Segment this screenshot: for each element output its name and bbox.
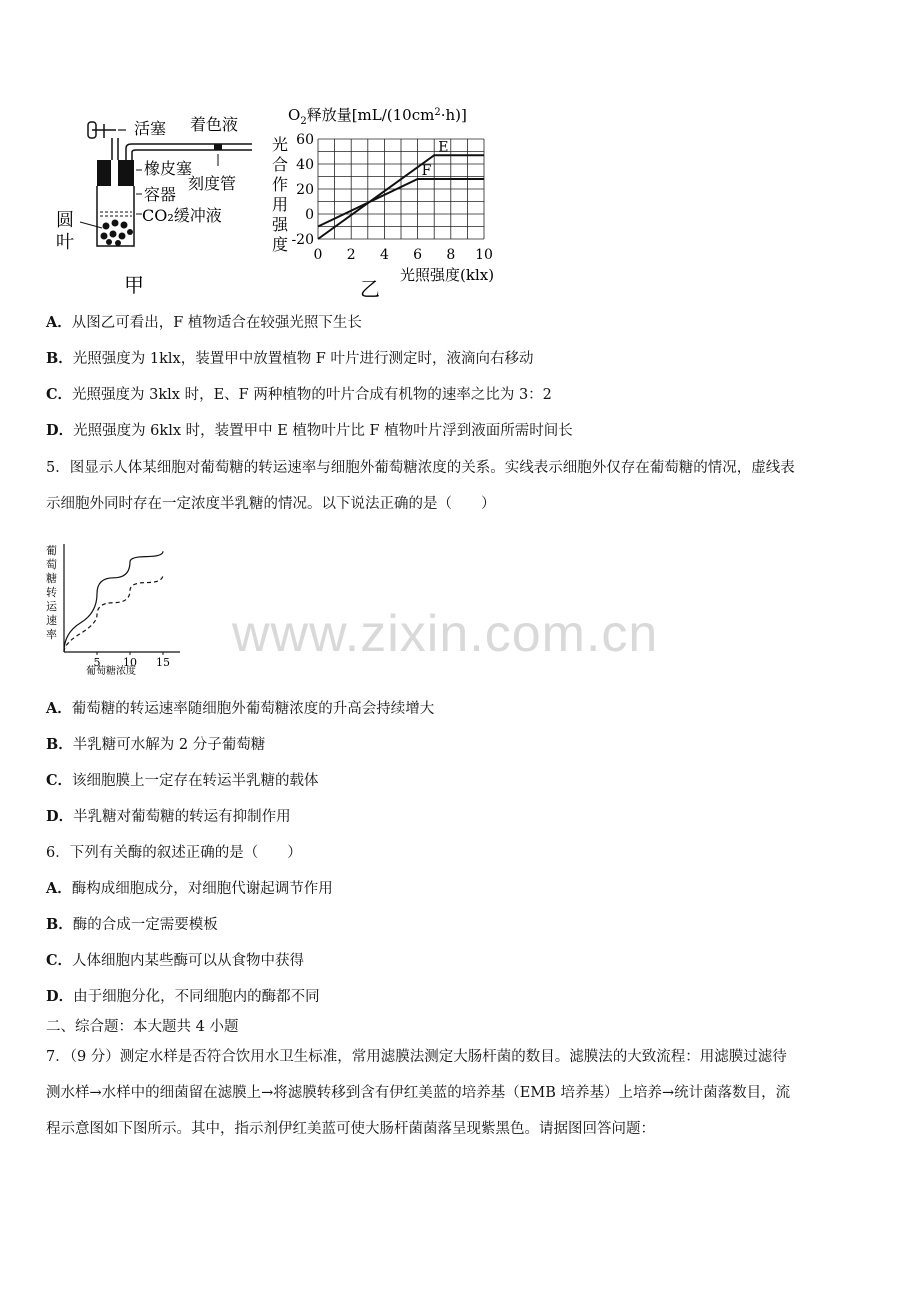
- chart-yi-ylabel-char: 合: [272, 155, 289, 174]
- option-text: 光照强度为 3klx 时，E、F 两种植物的叶片合成有机物的速率之比为 3：2: [72, 387, 552, 403]
- q5-stem-line1: 5．图显示人体某细胞对葡萄糖的转运速率与细胞外葡萄糖浓度的关系。实线表示细胞外仅存在葡萄糖的情况，虚线表: [46, 460, 795, 476]
- chart-yi-xlabel: 光照强度(klx): [400, 266, 495, 284]
- label-dye: 着色液: [190, 115, 239, 134]
- option-letter: D．: [46, 422, 74, 439]
- watermark: www.zixin.com.cn: [232, 605, 659, 663]
- chart-yi-ylabel-char: 度: [272, 235, 289, 254]
- x-tick-label: 4: [379, 247, 389, 263]
- option-letter: B．: [46, 736, 73, 753]
- q5-ylabel-char: 糖: [46, 572, 57, 585]
- label-leaf-disc-2: 叶: [56, 232, 74, 253]
- option-text: 酶构成细胞成分，对细胞代谢起调节作用: [71, 881, 333, 897]
- option-text: 光照强度为 6klx 时，装置甲中 E 植物叶片比 F 植物叶片浮到液面所需时间长: [73, 423, 573, 439]
- option-text: 半乳糖对葡萄糖的转运有抑制作用: [73, 809, 291, 825]
- q6-option-d: [46, 987, 320, 1007]
- y-tick-label: 20: [296, 182, 314, 198]
- q5-ylabel-char: 运: [46, 600, 57, 613]
- y-tick-label: 0: [305, 207, 314, 223]
- q6-option-a: [46, 879, 333, 899]
- chart-yi-ylabel-char: 作: [272, 175, 289, 194]
- x-tick-label: 8: [446, 247, 456, 263]
- x-tick-label: 6: [413, 247, 423, 263]
- label-container: 容器: [144, 185, 177, 204]
- option-letter: A．: [46, 700, 72, 717]
- figure-jia-label: 甲: [124, 273, 144, 297]
- q5-ylabel-char: 转: [46, 586, 57, 599]
- q5-ylabel-char: 萄: [46, 558, 57, 571]
- chart-yi-vertical-label: [272, 135, 289, 254]
- q5-curve-solid: [64, 551, 163, 652]
- chart-yi-title: $O_2$释放量$[mL/(10cm^2\cdot h)]$: [288, 106, 467, 127]
- q5-curve-dashed: [64, 575, 163, 652]
- q7-line1: 7．（9 分）测定水样是否符合饮用水卫生标准，常用滤膜法测定大肠杆菌的数目。滤膜法的大致流程：用滤膜过滤待: [46, 1049, 787, 1065]
- label-leaf-disc: [56, 210, 80, 253]
- q4-option-c: [46, 385, 552, 405]
- series-label-F: F: [421, 163, 432, 179]
- figure-yi-label: 乙: [360, 277, 380, 300]
- chart-yi-ylabel-char: 用: [272, 195, 289, 214]
- q5-ylabel-char: 速: [46, 614, 57, 627]
- chart-yi-ylabel-char: 光: [272, 135, 289, 154]
- q4-option-a: [46, 313, 362, 333]
- option-letter: A．: [46, 880, 72, 897]
- option-letter: D．: [46, 808, 74, 825]
- y-tick-label: 40: [296, 157, 314, 173]
- q5-option-c: [46, 771, 319, 791]
- y-tick-label: 60: [296, 132, 314, 148]
- option-letter: C．: [46, 952, 73, 969]
- option-text: 半乳糖可水解为 2 分子葡萄糖: [72, 737, 266, 753]
- q6-option-c: [46, 951, 304, 971]
- q5-ylabel-char: 葡: [46, 544, 57, 557]
- label-leaf-disc-1: 圆: [56, 210, 74, 231]
- option-letter: B．: [46, 916, 73, 933]
- q5-stem-line2: 示细胞外同时存在一定浓度半乳糖的情况。以下说法正确的是（ ）: [46, 496, 496, 512]
- option-letter: C．: [46, 386, 73, 403]
- option-letter: A．: [46, 314, 72, 331]
- option-letter: B．: [46, 350, 73, 367]
- option-letter: D．: [46, 988, 74, 1005]
- label-graduated-tube: 刻度管: [188, 174, 237, 193]
- q5-chart-xlabel: 葡萄糖浓度: [86, 666, 136, 677]
- apparatus-figure-jia: [52, 104, 267, 299]
- option-text: 酶的合成一定需要模板: [72, 917, 218, 933]
- q4-option-d: [46, 421, 573, 441]
- q5-ylabel-char: 率: [46, 628, 57, 641]
- q5-x-tick-label: 5: [93, 656, 101, 669]
- x-tick-label: 2: [346, 247, 356, 263]
- q5-option-a: [46, 699, 434, 719]
- stopcock-icon: [88, 122, 118, 160]
- q7-line2: 测水样→水样中的细菌留在滤膜上→将滤膜转移到含有伊红美蓝的培养基（EMB 培养基）上培养→统计菌落数目，流: [46, 1085, 791, 1101]
- dye-drop: [214, 144, 222, 150]
- q5-x-tick-label: 10: [123, 656, 137, 669]
- section-2-heading: 二、综合题：本大题共 4 小题: [46, 1019, 239, 1035]
- chart-yi: [266, 100, 526, 300]
- option-text: 从图乙可看出，F 植物适合在较强光照下生长: [71, 315, 362, 331]
- q6-stem: 6．下列有关酶的叙述正确的是（ ）: [46, 845, 302, 861]
- option-letter: C．: [46, 772, 73, 789]
- chart-yi-grid: [318, 139, 484, 239]
- option-text: 人体细胞内某些酶可以从食物中获得: [72, 953, 305, 969]
- y-tick-label: -20: [291, 232, 314, 248]
- q5-option-d: [46, 807, 291, 827]
- q5-x-tick-label: 15: [156, 656, 170, 669]
- q7-line3: 程示意图如下图所示。其中，指示剂伊红美蓝可使大肠杆菌菌落呈现紫黑色。请据图回答问题：: [46, 1121, 655, 1137]
- option-text: 由于细胞分化，不同细胞内的酶都不同: [73, 989, 320, 1005]
- x-tick-label: 10: [475, 247, 493, 263]
- label-buffer: CO₂缓冲液: [142, 206, 222, 225]
- option-text: 葡萄糖的转运速率随细胞外葡萄糖浓度的升高会持续增大: [71, 701, 435, 717]
- leaf-disc-icons: [101, 220, 134, 247]
- q5-option-b: [46, 735, 265, 755]
- q5-glucose-chart: [40, 540, 190, 680]
- option-text: 光照强度为 1klx，装置甲中放置植物 F 叶片进行测定时，液滴向右移动: [72, 351, 534, 367]
- chart-yi-ylabel-char: 强: [272, 215, 289, 234]
- label-stopcock: 活塞: [134, 119, 167, 138]
- x-tick-label: 0: [313, 247, 323, 263]
- label-rubber-stopper: 橡皮塞: [144, 159, 193, 178]
- option-text: 该细胞膜上一定存在转运半乳糖的载体: [72, 773, 319, 789]
- q6-option-b: [46, 915, 218, 935]
- series-label-E: E: [438, 139, 449, 156]
- q5-chart-ylabel: [46, 543, 58, 641]
- q4-option-b: [46, 349, 533, 369]
